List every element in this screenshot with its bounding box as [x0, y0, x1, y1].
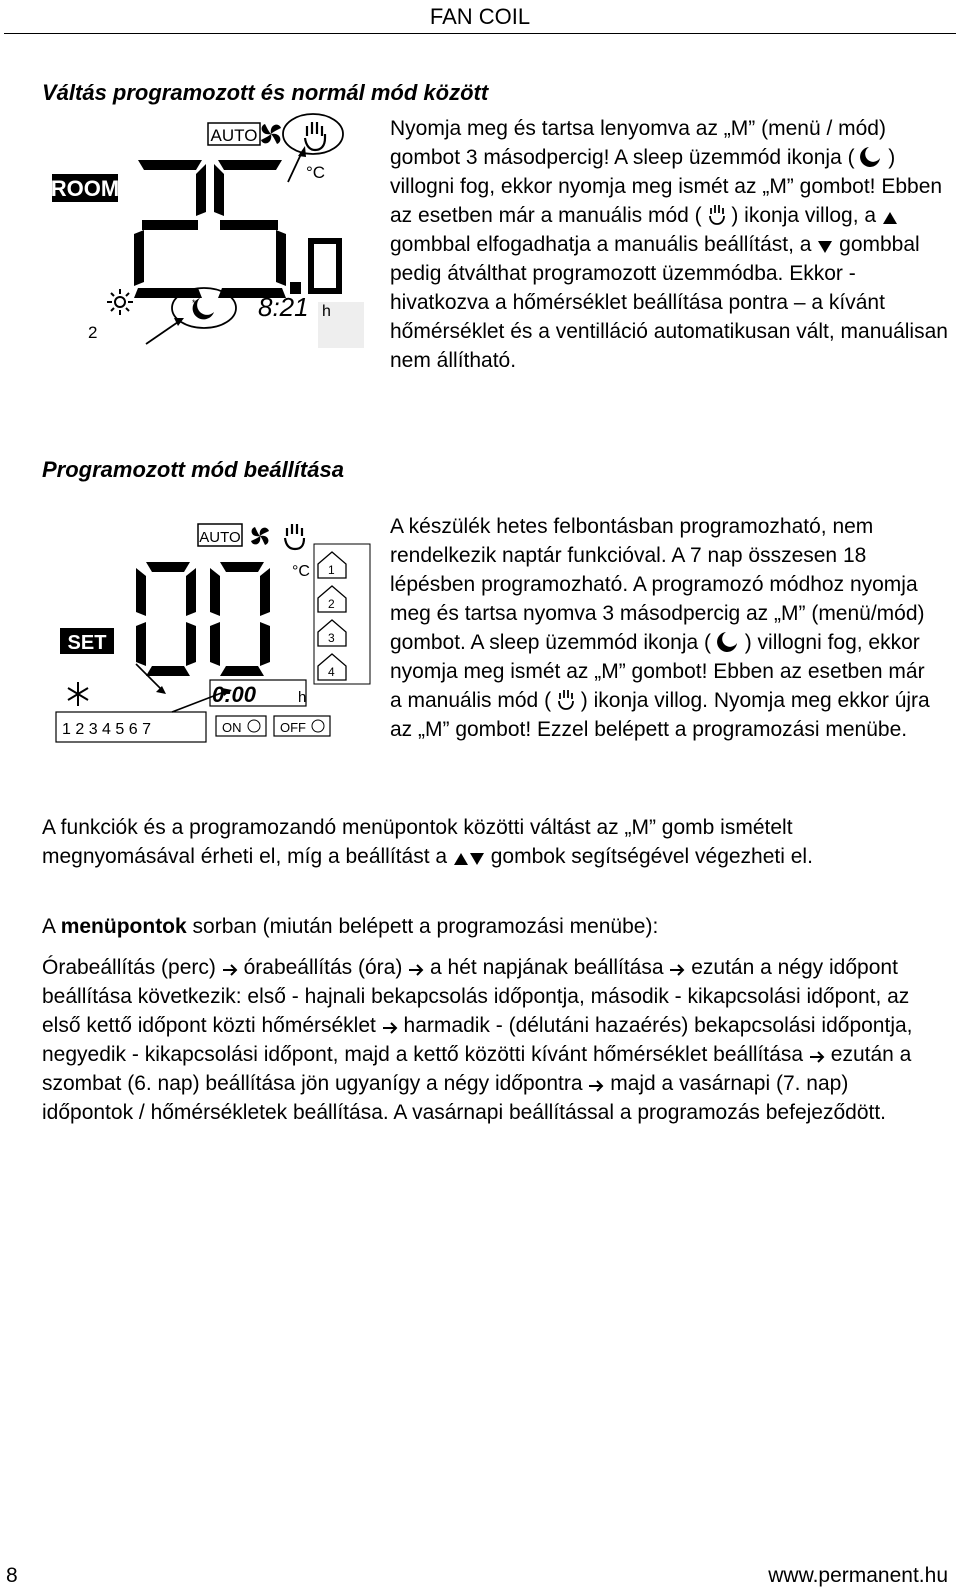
- arrow-right-icon: [809, 1050, 825, 1064]
- room-label: ROOM: [50, 176, 120, 201]
- day-number: 2: [88, 323, 98, 342]
- time-readout: 8:21: [258, 292, 309, 322]
- text-run: órabeállítás (óra): [243, 956, 403, 979]
- unit-label: °C: [306, 163, 326, 182]
- text-run: A funkciók és a programozandó menüpontok közötti váltást az „M” gomb ismételt megnyomásával érheti el, míg a beállítást a: [42, 816, 793, 868]
- hand-icon: [708, 203, 726, 225]
- thermostat-display-normal: [50, 112, 370, 350]
- hand-icon: [557, 688, 575, 710]
- text-run: ) ikonja villog, a: [731, 204, 877, 227]
- period-3: 3: [328, 631, 335, 645]
- arrow-right-icon: [382, 1021, 398, 1035]
- text-run: ) ikonja villog. Nyomja meg ekkor újra az „M” gombot! Ezzel belépett a programozási menübe.: [390, 689, 930, 741]
- page-header: [0, 0, 960, 34]
- unit-label: °C: [292, 563, 310, 580]
- text-run: majd a vasárnapi (7. nap) időpontok / hőmérsékletek beállítása. A vasárnapi beállítással a programozás befejeződött.: [42, 1072, 887, 1124]
- section1-heading: Váltás programozott és normál mód között: [42, 80, 489, 105]
- up-triangle-icon: [882, 211, 898, 225]
- text-run: ) villogni fog, ekkor nyomja meg ismét az „M” gombot! Ebben az esetben már a manuális mód (: [390, 631, 925, 712]
- header-divider: [4, 33, 956, 34]
- text-run: gombbal elfogadhatja a manuális beállítást, a: [390, 233, 812, 256]
- arrow-right-icon: [588, 1079, 604, 1093]
- auto-label: AUTO: [210, 126, 258, 145]
- arrow-right-icon: [408, 963, 424, 977]
- hour-unit: h: [322, 303, 331, 320]
- text-run: gombbal pedig átválthat programozott üzemmódba. Ekkor - hivatkozva a hőmérséklet beállítása pontra – a kívánt hőmérséklet és a ventilláció automatikusan vált, manuálisan nem állítható.: [390, 233, 948, 372]
- hour-unit: h: [298, 689, 307, 706]
- moon-icon: [860, 145, 882, 167]
- thermostat-display-program: [52, 516, 372, 748]
- text-run: A: [42, 915, 55, 938]
- body-paragraph-1: [42, 813, 942, 871]
- days-row: 1 2 3 4 5 6 7: [62, 721, 151, 738]
- page-number: 8: [6, 1564, 18, 1587]
- text-run: harmadik - (délutáni hazaérés) bekapcsolási időpontja, negyedik - kikapcsolási időpont, majd a kettő közötti kívánt hőmérséklet beállítása: [42, 1014, 913, 1066]
- period-1: 1: [328, 563, 335, 577]
- arrow-right-icon: [669, 963, 685, 977]
- section2-paragraph: [390, 512, 942, 744]
- text-run: a hét napjának beállítása: [430, 956, 664, 979]
- down-triangle-icon: [469, 852, 485, 866]
- text-run: gombok segítségével végezheti el.: [490, 845, 813, 868]
- up-triangle-icon: [453, 852, 469, 866]
- text-run: sorban (miután belépett a programozási menübe):: [192, 915, 659, 938]
- moon-icon: [717, 630, 739, 652]
- footer-url[interactable]: www.permanent.hu: [768, 1564, 948, 1587]
- text-run: ezután a négy időpont beállítása következik: első - hajnali bekapcsolás időpontja, második - kikapcsolási időpont, az első kettő időpont közti hőmérséklet: [42, 956, 910, 1037]
- text-run: A készülék hetes felbontásban programozható, nem rendelkezik naptár funkcióval. A 7 nap összesen 18 lépésben programozható. A programozó módhoz nyomja meg és tartsa nyomva 3 másodpercig az „M” (menü/mód) gombot. A sleep üzemmód ikonja (: [390, 515, 925, 654]
- bold-term: menüpontok: [60, 915, 187, 938]
- svg-text:*: *: [192, 298, 196, 308]
- header-title: FAN COIL: [429, 4, 531, 29]
- text-run: ezután a szombat (6. nap) beállítása jön ugyanígy a négy időpontra: [42, 1043, 912, 1095]
- down-triangle-icon: [817, 240, 833, 254]
- section2-heading: Programozott mód beállítása: [42, 457, 344, 482]
- section1-paragraph: [390, 114, 948, 375]
- auto-label: AUTO: [199, 529, 241, 546]
- body-paragraph-3: [42, 953, 942, 1127]
- period-2: 2: [328, 597, 335, 611]
- arrow-right-icon: [222, 963, 238, 977]
- period-4: 4: [328, 665, 335, 679]
- set-label: SET: [67, 632, 107, 654]
- text-run: ) villogni fog, ekkor nyomja meg ismét az „M” gombot! Ebben az esetben már a manuális mód (: [390, 146, 943, 227]
- time-readout: 0:00: [212, 682, 257, 707]
- text-run: Nyomja meg és tartsa lenyomva az „M” (menü / mód) gombot 3 másodpercig! A sleep üzemmód ikonja (: [390, 117, 886, 169]
- off-label: OFF: [280, 720, 306, 735]
- on-label: ON: [222, 720, 242, 735]
- body-paragraph-2: [42, 912, 942, 941]
- text-run: Órabeállítás (perc): [42, 956, 216, 979]
